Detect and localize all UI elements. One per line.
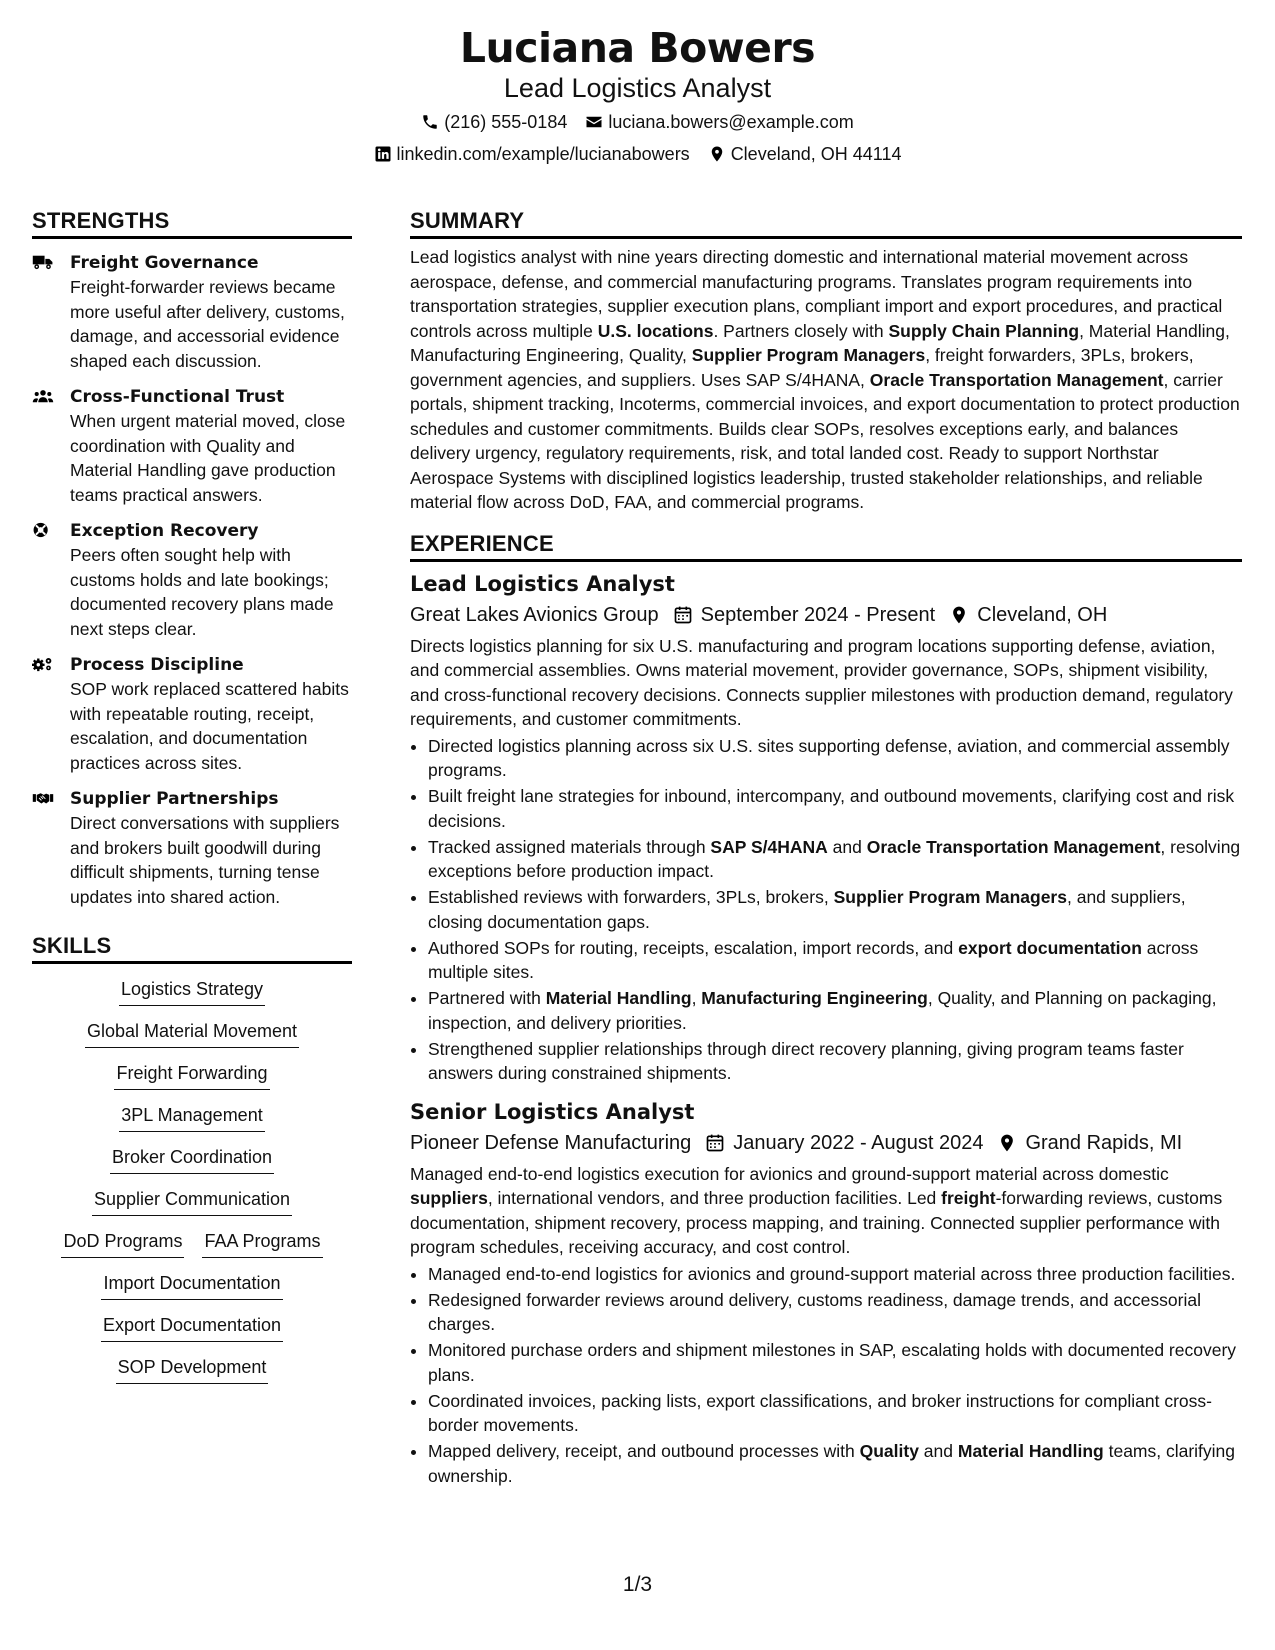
job-dates bbox=[691, 1128, 983, 1158]
text-segment: Coordinated invoices, packing lists, export classifications, and broker instructions for compliant cross-border movements. bbox=[428, 1390, 1212, 1435]
skill-tag: 3PL Management bbox=[119, 1104, 264, 1132]
strength-text: Peers often sought help with customs holds and late bookings; documented recovery plans made next steps clear. bbox=[70, 545, 334, 639]
contact-row-2 bbox=[0, 142, 1275, 166]
text-segment: Redesigned forwarder reviews around delivery, customs readiness, damage trends, and accessorial charges. bbox=[428, 1289, 1201, 1334]
strength-item bbox=[32, 519, 352, 641]
bold-keyword: freight bbox=[941, 1188, 996, 1208]
map-marker-icon bbox=[708, 145, 726, 163]
strength-title: Exception Recovery bbox=[70, 521, 259, 541]
text-segment: Directed logistics planning across six U.S. sites supporting defense, aviation, and commercial assembly programs. bbox=[428, 735, 1230, 780]
envelope-icon bbox=[585, 113, 603, 131]
job-location bbox=[983, 1128, 1182, 1158]
text-segment: , international vendors, and three production facilities. Led bbox=[487, 1188, 942, 1208]
bold-keyword: suppliers bbox=[410, 1188, 488, 1208]
skill-row bbox=[101, 1272, 282, 1300]
job-location-text: Grand Rapids, MI bbox=[1025, 1131, 1183, 1154]
bold-keyword: Manufacturing Engineering bbox=[701, 988, 928, 1008]
job-bullet bbox=[428, 1037, 1242, 1086]
calendar-icon bbox=[673, 605, 693, 625]
skill-row bbox=[110, 1146, 274, 1174]
skill-row bbox=[85, 1020, 299, 1048]
phone-icon bbox=[421, 113, 439, 131]
strength-body bbox=[70, 385, 352, 507]
job-description bbox=[410, 1162, 1242, 1260]
text-segment: Lead logistics analyst with nine years directing domestic and international material movement across aerospace, defense, and commercial manufacturing programs. Translates program requirements into transportation strategies, supplier execution plans, compliant import and export procedures, and practical controls across multiple bbox=[410, 247, 1223, 341]
bold-keyword: export documentation bbox=[958, 937, 1142, 958]
skill-row bbox=[116, 1356, 269, 1384]
job-bullet bbox=[428, 1389, 1242, 1438]
text-segment: , Quality, and Planning on packaging, inspection, and delivery priorities. bbox=[428, 988, 1217, 1033]
skill-tag: Global Material Movement bbox=[85, 1020, 299, 1048]
linkedin-link[interactable]: linkedin.com/example/lucianabowers bbox=[396, 144, 690, 164]
calendar-icon bbox=[705, 1133, 725, 1153]
text-segment: . Partners closely with bbox=[713, 320, 889, 341]
job-entry bbox=[410, 1096, 1242, 1489]
text-segment: , and suppliers, closing documentation gaps. bbox=[428, 887, 1186, 932]
skill-row bbox=[101, 1314, 283, 1342]
map-marker-icon bbox=[949, 605, 969, 625]
job-entry bbox=[410, 568, 1242, 1086]
job-bullet bbox=[428, 885, 1242, 934]
job-dates-text: January 2022 - August 2024 bbox=[733, 1131, 984, 1154]
job-title: Senior Logistics Analyst bbox=[410, 1099, 695, 1124]
strength-title: Cross-Functional Trust bbox=[70, 387, 285, 407]
linkedin-contact[interactable] bbox=[374, 142, 690, 166]
skill-tag: DoD Programs bbox=[61, 1230, 184, 1258]
location-text: Cleveland, OH 44114 bbox=[730, 144, 902, 164]
right-column bbox=[410, 206, 1242, 1490]
phone-number: (216) 555-0184 bbox=[444, 112, 568, 132]
strength-body bbox=[70, 519, 352, 641]
job-bullets bbox=[410, 1262, 1242, 1489]
strength-body bbox=[70, 787, 352, 909]
bold-keyword: SAP S/4HANA bbox=[710, 836, 828, 857]
text-segment: Strengthened supplier relationships through direct recovery planning, giving program teams faster answers during constrained shipments. bbox=[428, 1038, 1184, 1083]
text-segment: and bbox=[827, 836, 867, 857]
resume-header bbox=[0, 22, 1275, 166]
text-segment: , bbox=[691, 988, 702, 1008]
text-segment: and bbox=[918, 1441, 958, 1461]
gears-icon bbox=[32, 653, 70, 775]
users-icon bbox=[32, 385, 70, 507]
text-segment: , freight forwarders, 3PLs, brokers, government agencies, and suppliers. Uses SAP S/4HANA, bbox=[410, 345, 1194, 390]
text-segment: Built freight lane strategies for inbound, intercompany, and outbound movements, clarifying cost and risk decisions. bbox=[428, 786, 1235, 831]
bold-keyword: U.S. locations bbox=[597, 320, 714, 341]
page-number: 1/3 bbox=[622, 1573, 653, 1596]
job-bullets bbox=[410, 734, 1242, 1086]
candidate-name: Luciana Bowers bbox=[459, 24, 816, 72]
strength-text: Direct conversations with suppliers and brokers built goodwill during difficult shipments, turning tense updates into shared action. bbox=[70, 813, 340, 907]
text-segment: , Material Handling, Manufacturing Engineering, Quality, bbox=[410, 320, 1230, 365]
text-segment: , carrier portals, shipment tracking, Incoterms, commercial invoices, and export documentation to protect production schedules and customer commitments. Builds clear SOPs, resolves exceptions early, and balances delivery urgency, regulatory requirements, risk, and total landed cost. Ready to support Northstar Aerospace Systems with disciplined logistics leadership, trusted stakeholder relationships, and reliable material flow across DoD, FAA, and commercial programs. bbox=[410, 369, 1240, 512]
bold-keyword: Material Handling bbox=[957, 1441, 1104, 1461]
bold-keyword: Oracle Transportation Management bbox=[869, 369, 1164, 390]
job-bullet bbox=[428, 1288, 1242, 1337]
left-column bbox=[32, 206, 352, 1398]
text-segment: Established reviews with forwarders, 3PLs, brokers, bbox=[428, 887, 834, 907]
job-bullet bbox=[428, 734, 1242, 783]
job-meta bbox=[410, 600, 1242, 630]
bold-keyword: Supply Chain Planning bbox=[888, 320, 1080, 341]
strength-text: When urgent material moved, close coordination with Quality and Material Handling gave production teams practical answers. bbox=[70, 411, 346, 505]
skill-row bbox=[119, 1104, 264, 1132]
text-segment: Directs logistics planning for six U.S. manufacturing and program locations supporting defense, aviation, and commercial assemblies. Owns material movement, provider governance, SOPs, shipment visibility, and cross-functional recovery decisions. Connects supplier milestones with production demand, regulatory requirements, and customer commitments. bbox=[410, 635, 1233, 729]
text-segment: Managed end-to-end logistics for avionics and ground-support material across three production facilities. bbox=[428, 1263, 1236, 1284]
job-dates bbox=[659, 600, 936, 630]
contact-row-1 bbox=[0, 110, 1275, 134]
skill-tag: Freight Forwarding bbox=[114, 1062, 269, 1090]
text-segment: Monitored purchase orders and shipment milestones in SAP, escalating holds with documented recovery plans. bbox=[428, 1340, 1237, 1385]
strengths-list bbox=[32, 251, 352, 909]
job-bullet bbox=[428, 1262, 1242, 1287]
job-meta bbox=[410, 1128, 1242, 1158]
job-bullet bbox=[428, 936, 1242, 985]
skill-tag: FAA Programs bbox=[202, 1230, 322, 1258]
strength-item bbox=[32, 787, 352, 909]
summary-text bbox=[410, 245, 1242, 515]
skill-row bbox=[61, 1230, 322, 1258]
job-bullet bbox=[428, 1338, 1242, 1387]
candidate-title: Lead Logistics Analyst bbox=[503, 73, 772, 103]
experience-list bbox=[410, 568, 1242, 1489]
summary-heading: SUMMARY bbox=[410, 206, 1242, 239]
linkedin-icon bbox=[374, 145, 392, 163]
job-company: Great Lakes Avionics Group bbox=[410, 603, 659, 626]
strength-body bbox=[70, 653, 352, 775]
email-contact[interactable] bbox=[585, 110, 853, 134]
skill-row bbox=[114, 1062, 269, 1090]
skill-tag: Broker Coordination bbox=[110, 1146, 274, 1174]
strength-item bbox=[32, 385, 352, 507]
skill-row bbox=[92, 1188, 292, 1216]
handshake-icon bbox=[32, 787, 70, 909]
experience-heading: EXPERIENCE bbox=[410, 529, 1242, 562]
text-segment: -forwarding reviews, customs documentation, shipment recovery, process mapping, and training. Connected supplier performance with program schedules, receiving accuracy, and cost control. bbox=[410, 1188, 1223, 1257]
skill-row bbox=[119, 978, 265, 1006]
text-segment: Mapped delivery, receipt, and outbound processes with bbox=[428, 1441, 860, 1461]
bold-keyword: Supplier Program Managers bbox=[691, 345, 926, 365]
strength-body bbox=[70, 251, 352, 373]
job-bullet bbox=[428, 1439, 1242, 1488]
job-bullet bbox=[428, 986, 1242, 1035]
strengths-heading: STRENGTHS bbox=[32, 206, 352, 239]
strength-item bbox=[32, 251, 352, 373]
job-location-text: Cleveland, OH bbox=[977, 603, 1108, 626]
job-bullet bbox=[428, 835, 1242, 884]
phone-contact bbox=[421, 110, 567, 134]
bold-keyword: Material Handling bbox=[545, 988, 692, 1008]
skills-heading: SKILLS bbox=[32, 931, 352, 964]
skill-tag: SOP Development bbox=[116, 1356, 269, 1384]
skill-tag: Logistics Strategy bbox=[119, 978, 265, 1006]
map-marker-icon bbox=[997, 1133, 1017, 1153]
skill-tag: Export Documentation bbox=[101, 1314, 283, 1342]
text-segment: Managed end-to-end logistics execution for avionics and ground-support material across domestic bbox=[410, 1163, 1169, 1184]
text-segment: Tracked assigned materials through bbox=[428, 836, 711, 857]
job-description bbox=[410, 634, 1242, 732]
bold-keyword: Oracle Transportation Management bbox=[866, 836, 1161, 857]
text-segment: Partnered with bbox=[428, 988, 546, 1008]
life-ring-icon bbox=[32, 519, 70, 641]
skill-tag: Import Documentation bbox=[101, 1272, 282, 1300]
text-segment: teams, clarifying ownership. bbox=[428, 1441, 1236, 1486]
strength-text: Freight-forwarder reviews became more useful after delivery, customs, damage, and accessorial evidence shaped each discussion. bbox=[70, 277, 345, 371]
text-segment: Authored SOPs for routing, receipts, escalation, import records, and bbox=[428, 937, 959, 958]
bold-keyword: Supplier Program Managers bbox=[833, 887, 1067, 907]
strength-text: SOP work replaced scattered habits with repeatable routing, receipt, escalation, and documentation practices across sites. bbox=[70, 679, 349, 773]
strength-item bbox=[32, 653, 352, 775]
job-location bbox=[935, 600, 1107, 630]
bold-keyword: Quality bbox=[859, 1441, 919, 1461]
job-title: Lead Logistics Analyst bbox=[410, 571, 675, 596]
job-company: Pioneer Defense Manufacturing bbox=[410, 1131, 692, 1154]
strength-title: Freight Governance bbox=[70, 253, 259, 273]
skills-list bbox=[32, 978, 352, 1398]
email-link[interactable]: luciana.bowers@example.com bbox=[608, 112, 854, 132]
text-segment: across multiple sites. bbox=[428, 937, 1199, 982]
strength-title: Supplier Partnerships bbox=[70, 789, 279, 809]
truck-icon bbox=[32, 251, 70, 373]
strength-title: Process Discipline bbox=[70, 655, 244, 675]
location-contact bbox=[708, 142, 902, 166]
text-segment: , resolving exceptions before production impact. bbox=[428, 836, 1241, 881]
skill-tag: Supplier Communication bbox=[92, 1188, 292, 1216]
job-bullet bbox=[428, 784, 1242, 833]
job-dates-text: September 2024 - Present bbox=[700, 603, 936, 626]
